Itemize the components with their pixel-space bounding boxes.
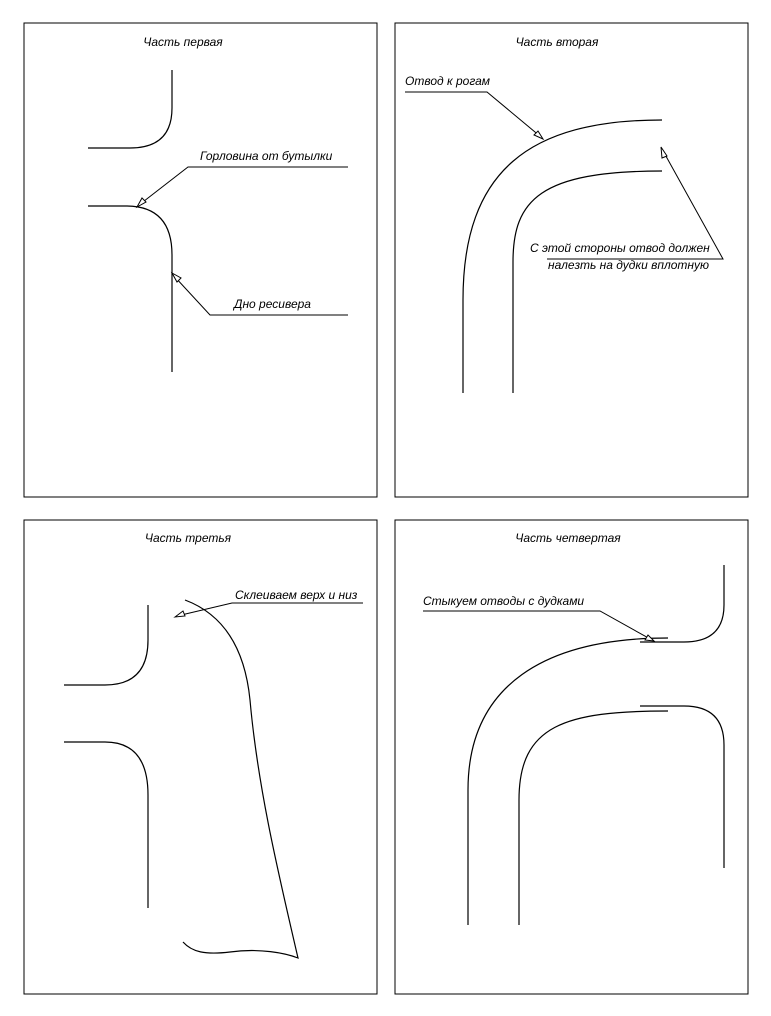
panel-title: Часть первая (143, 35, 223, 49)
neck-label: Горловина от бутылки (200, 149, 333, 163)
join-label: Стыкуем отводы с дудками (423, 594, 585, 608)
branch-outer-curve (463, 120, 662, 393)
panel-title: Часть четвертая (515, 531, 621, 545)
branch-label: Отвод к рогам (405, 74, 491, 88)
note-arrow-icon (661, 147, 667, 158)
note-label-line1: С этой стороны отвод должен (530, 241, 710, 255)
panel-title: Часть вторая (515, 35, 599, 49)
glued-part-outline (183, 600, 298, 958)
panel-frame (395, 520, 748, 994)
neck-arrow-icon (137, 198, 146, 207)
pipe-upper-curve (640, 565, 724, 642)
branch-inner-curve (513, 171, 662, 393)
panel-part-four (395, 520, 748, 994)
branch-outer-curve (468, 638, 668, 925)
bottom-label: Дно ресивера (234, 297, 311, 311)
neck-upper-curve (88, 70, 172, 148)
glue-arrow-icon (175, 611, 185, 617)
note-label-line2: налезть на дудки вплотную (548, 258, 710, 272)
glue-leader-line (177, 603, 363, 616)
panel-title: Часть третья (144, 531, 232, 545)
panel-frame (24, 23, 377, 497)
panel-part-three (24, 520, 377, 994)
branch-leader-line (405, 92, 541, 137)
bottom-arrow-icon (172, 273, 181, 282)
panel-part-one (24, 23, 377, 497)
glue-label: Склеиваем верх и низ (235, 588, 358, 602)
pipe-lower-curve (640, 706, 724, 868)
neck-leader-line (139, 167, 348, 205)
join-leader-line (423, 611, 652, 640)
panel-part-two (395, 23, 748, 497)
branch-inner-curve (519, 711, 668, 925)
receiver-lower-curve (64, 742, 148, 908)
neck-upper-curve (64, 605, 148, 685)
receiver-lower-curve (88, 206, 172, 372)
